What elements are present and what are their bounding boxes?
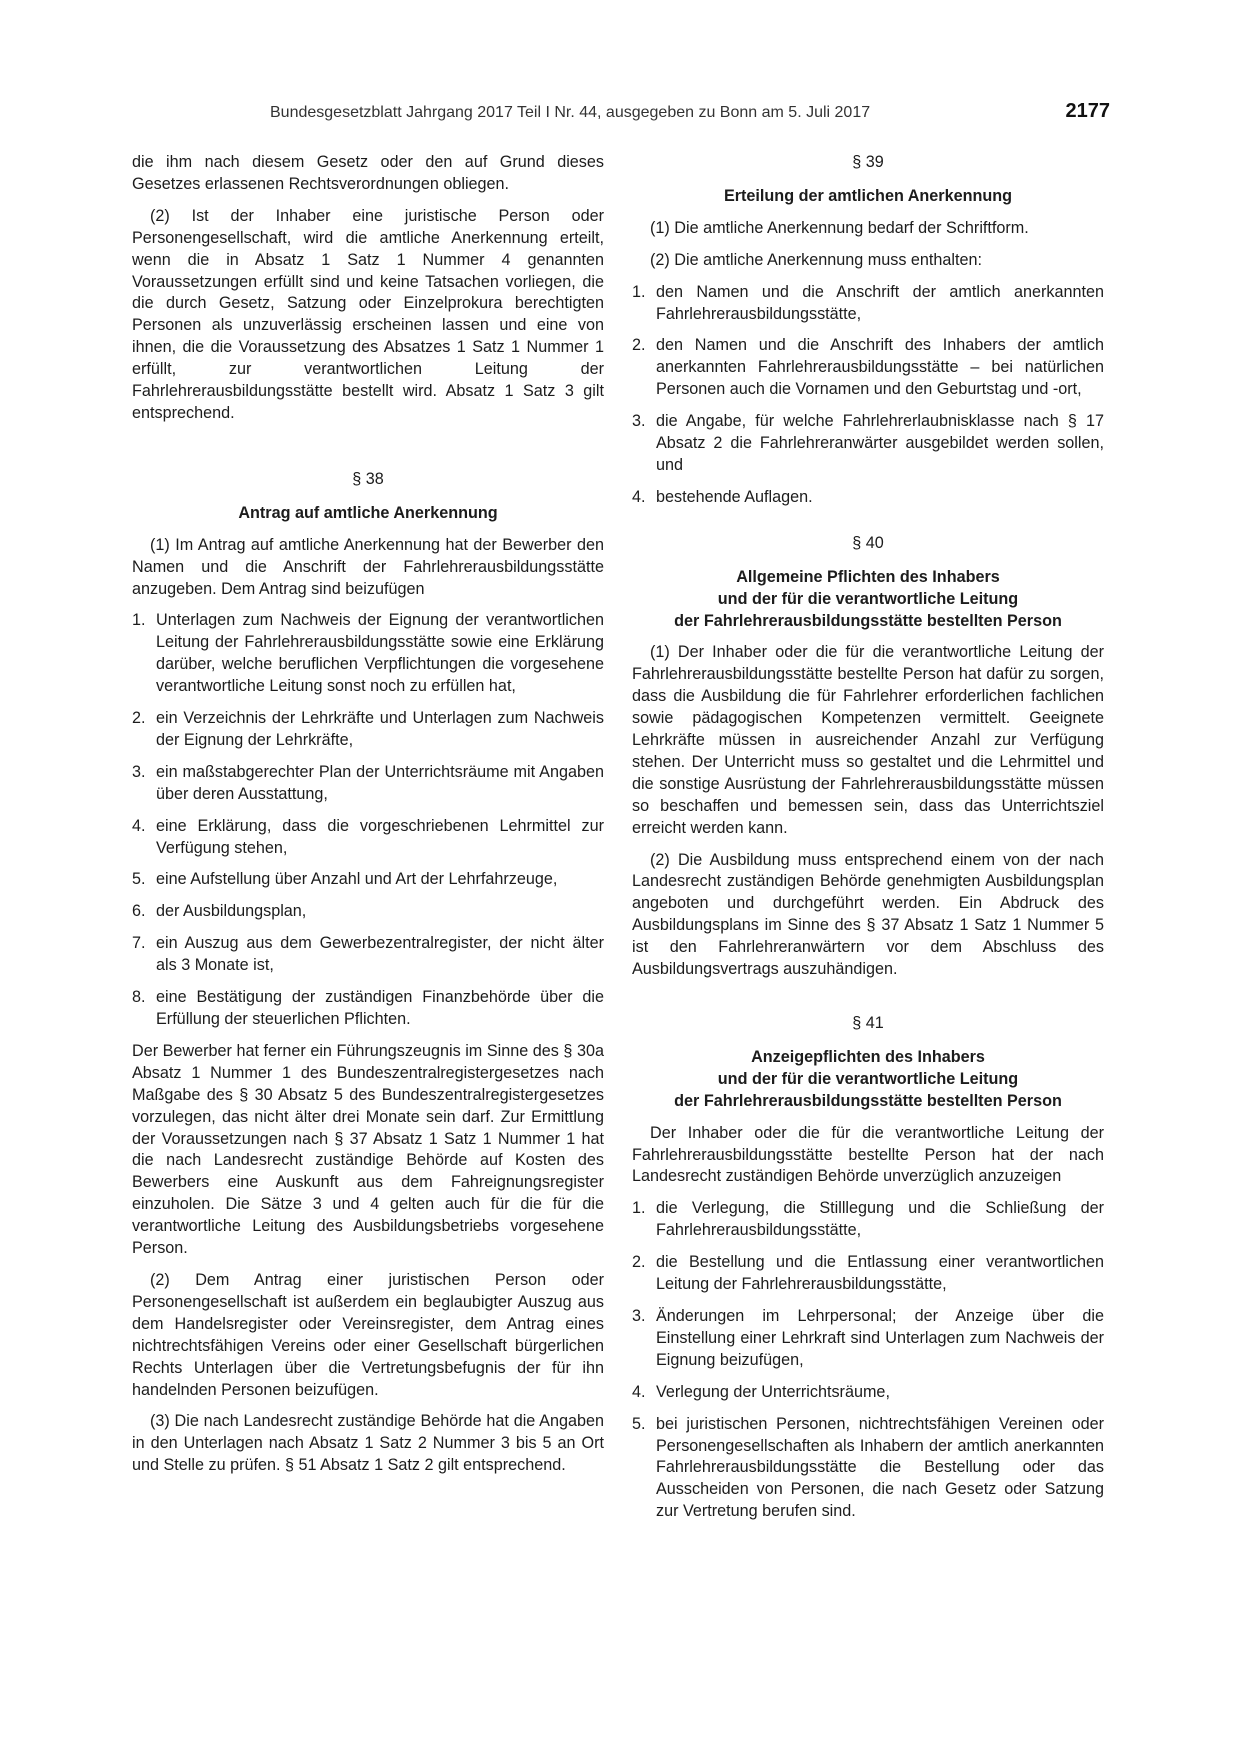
list-item-text: Unterlagen zum Nachweis der Eignung der verantwortlichen Leitung der Fahrlehrerausbildungsstätte sowie eine Erklärung darüber, welche beruflichen Verpflichtungen die vorgesehene verantwortliche Leitung sonst noch zu erfüllen hat, [156, 611, 604, 696]
section-heading-line: und der für die verantwortliche Leitung [717, 1069, 1019, 1088]
list-item [132, 933, 604, 977]
list-item [632, 1382, 1104, 1404]
list-item-text: bestehende Auflagen. [656, 487, 813, 506]
page-header [270, 100, 1110, 126]
list-item [632, 411, 1104, 477]
paragraph: (1) Der Inhaber oder die für die verantwortliche Leitung der Fahrlehrerausbildungsstätte bestellte Person hat dafür zu sorgen, dass die Ausbildung die für Fahrlehrer erforderlichen fachlichen sowie pädagogischen Kompetenzen vermittelt. Geeignete Lehrkräfte müssen in ausreichender Anzahl zur Verfügung stehen. Der Unterricht muss so gestaltet und die Lehrmittel und die sonstige Ausrüstung der Fahrlehrerausbildungsstätte müssen so beschaffen und bemessen sein, dass das Unterrichtsziel erreicht werden kann. [632, 643, 1104, 837]
section-heading-line: Anzeigepflichten des Inhabers [751, 1047, 985, 1066]
list-item-number: 1. [632, 1199, 646, 1218]
list-item-number: 2. [132, 709, 146, 728]
list-item-text: den Namen und die Anschrift des Inhabers der amtlich anerkannten Fahrlehrerausbildungsstätte – bei natürlichen Personen auch die Vornamen und den Geburtstag und -ort, [656, 336, 1104, 399]
list-item-number: 1. [132, 611, 146, 630]
list-item [132, 901, 604, 923]
running-header-title: Bundesgesetzblatt Jahrgang 2017 Teil I Nr. 44, ausgegeben zu Bonn am 5. Juli 2017 [270, 104, 871, 121]
section-39-list [632, 282, 1104, 509]
list-item-number: 4. [132, 816, 146, 835]
list-item-number: 2. [632, 1253, 646, 1272]
list-item-text: bei juristischen Personen, nichtrechtsfähigen Vereinen oder Personengesellschaften als Inhabern der amtlich anerkannten Fahrlehrerausbildungsstätte die Bestellung oder das Ausscheiden von Personen, die nach Gesetz oder Satzung zur Vertretung berufen sind. [656, 1414, 1104, 1521]
list-item-number: 3. [132, 762, 146, 781]
list-item-text: eine Erklärung, dass die vorgeschriebenen Lehrmittel zur Verfügung stehen, [156, 816, 604, 857]
list-item-number: 8. [132, 988, 146, 1007]
list-item-number: 5. [132, 870, 146, 889]
list-item-number: 6. [132, 902, 146, 921]
list-item-text: den Namen und die Anschrift der amtlich anerkannten Fahrlehrerausbildungsstätte, [656, 282, 1104, 323]
right-column [632, 152, 1104, 1533]
list-item-text: Verlegung der Unterrichtsräume, [656, 1382, 890, 1401]
list-item-text: ein Auszug aus dem Gewerbezentralregister, der nicht älter als 3 Monate ist, [156, 934, 604, 975]
continued-paragraph: die ihm nach diesem Gesetz oder den auf Grund dieses Gesetzes erlassenen Rechtsverordnungen obliegen. [132, 153, 604, 193]
section-heading-line: Allgemeine Pflichten des Inhabers [736, 567, 1000, 586]
section-heading-line: der Fahrlehrerausbildungsstätte bestellten Person [674, 1091, 1062, 1110]
list-item-number: 7. [132, 934, 146, 953]
list-item [632, 1252, 1104, 1296]
list-item [632, 282, 1104, 326]
paragraph: (1) Im Antrag auf amtliche Anerkennung hat der Bewerber den Namen und die Anschrift der Fahrlehrerausbildungsstätte anzugeben. Dem Antrag sind beizufügen [132, 535, 604, 598]
list-item [632, 1414, 1104, 1524]
section-heading-line: der Fahrlehrerausbildungsstätte bestellten Person [674, 611, 1062, 630]
paragraph: (1) Die amtliche Anerkennung bedarf der Schriftform. [650, 218, 1029, 237]
list-item [632, 487, 1104, 509]
paragraph: (2) Die amtliche Anerkennung muss enthalten: [650, 250, 983, 269]
section-heading-38: Antrag auf amtliche Anerkennung [238, 503, 498, 522]
list-item-text: ein Verzeichnis der Lehrkräfte und Unterlagen zum Nachweis der Eignung der Lehrkräfte, [156, 709, 604, 749]
list-item [632, 1306, 1104, 1372]
list-item [132, 816, 604, 860]
section-41-list [632, 1198, 1104, 1523]
list-item-number: 4. [632, 487, 646, 506]
list-item-number: 5. [632, 1414, 646, 1433]
list-item [632, 335, 1104, 401]
list-item [132, 610, 604, 698]
paragraph: (2) Ist der Inhaber eine juristische Person oder Personengesellschaft, wird die amtliche Anerkennung erteilt, wenn die in Absatz 1 Satz 1 Nummer 4 genannten Voraussetzungen erfüllt sind und keine Tatsachen vorliegen, die die durch Gesetz, Satzung oder Einzelprokura berechtigten Personen als unzuverlässig erscheinen lassen und eine von ihnen, die die Voraussetzung des Absatzes 1 Satz 1 Nummer 1 erfüllt, zur verantwortlichen Leitung der Fahrlehrerausbildungsstätte bestellt wird. Absatz 1 Satz 3 gilt entsprechend. [132, 206, 604, 422]
section-heading-line: und der für die verantwortliche Leitung [717, 589, 1019, 608]
page-number: 2177 [1065, 100, 1110, 122]
section-heading-40 [632, 567, 1104, 633]
list-item [632, 1198, 1104, 1242]
list-item-number: 4. [632, 1382, 646, 1401]
list-item-number: 3. [632, 1306, 646, 1325]
section-number-40: § 40 [852, 533, 884, 552]
paragraph: Der Inhaber oder die für die verantwortliche Leitung der Fahrlehrerausbildungsstätte bestellte Person hat der nach Landesrecht zuständigen Behörde unverzüglich anzuzeigen [632, 1123, 1104, 1186]
list-item-number: 3. [632, 412, 646, 431]
section-heading-39: Erteilung der amtlichen Anerkennung [723, 186, 1013, 205]
list-item-text: die Angabe, für welche Fahrlehrerlaubnisklasse nach § 17 Absatz 2 die Fahrlehreranwärter ausgebildet werden sollen, und [656, 412, 1104, 474]
list-item [132, 869, 604, 891]
section-heading-41 [632, 1047, 1104, 1113]
paragraph: (2) Die Ausbildung muss entsprechend einem von der nach Landesrecht zuständigen Behörde genehmigten Ausbildungsplan angeboten und durchgeführt werden. Ein Abdruck des Ausbildungsplans im Sinne des § 37 Absatz 1 Satz 1 Nummer 5 ist den Fahrlehreranwärtern vor dem Abschluss des Ausbildungsvertrags auszuhändigen. [632, 850, 1104, 979]
section-number-41: § 41 [852, 1014, 884, 1032]
list-item-text: die Bestellung und die Entlassung einer verantwortlichen Leitung der Fahrlehrerausbildungsstätte, [656, 1253, 1104, 1294]
list-item-number: 2. [632, 336, 646, 355]
section-number-38: § 38 [352, 469, 384, 488]
paragraph: (2) Dem Antrag einer juristischen Person oder Personengesellschaft ist außerdem ein beglaubigter Auszug aus dem Handelsregister oder Vereinsregister, dem Antrag eines nichtrechtsfähigen Vereins oder einer Gesellschaft bürgerlichen Rechts Unterlagen über die Vertretungsbefugnis der für ihn handelnden Personen beizufügen. [132, 1270, 604, 1399]
list-item-text: eine Bestätigung der zuständigen Finanzbehörde über die Erfüllung der steuerlichen Pflichten. [156, 988, 604, 1028]
list-item-number: 1. [632, 282, 646, 301]
section-number-39: § 39 [852, 153, 884, 171]
list-item-text: Änderungen im Lehrpersonal; der Anzeige über die Einstellung einer Lehrkraft sind Unterlagen zum Nachweis der Eignung beizufügen, [656, 1306, 1104, 1369]
list-item-text: eine Aufstellung über Anzahl und Art der Lehrfahrzeuge, [156, 870, 558, 889]
list-item-text: ein maßstabgerechter Plan der Unterrichtsräume mit Angaben über deren Ausstattung, [156, 762, 604, 803]
left-column [132, 152, 604, 1487]
list-item [132, 708, 604, 752]
list-item [132, 987, 604, 1031]
list-item-text: die Verlegung, die Stilllegung und die Schließung der Fahrlehrerausbildungsstätte, [656, 1199, 1104, 1240]
section-38-list [132, 610, 604, 1031]
list-item-text: der Ausbildungsplan, [156, 902, 307, 921]
paragraph: Der Bewerber hat ferner ein Führungszeugnis im Sinne des § 30a Absatz 1 Nummer 1 des Bundeszentralregistergesetzes nach Maßgabe des § 30 Absatz 5 des Bundeszentralregistergesetzes vorzulegen, das nicht älter drei Monate sein darf. Zur Ermittlung der Voraussetzungen nach § 37 Absatz 1 Satz 1 Nummer 1 hat die nach Landesrecht zuständige Behörde auf Kosten des Bewerbers eine Auskunft aus dem Fahreignungsregister einzuholen. Die Sätze 3 und 4 gelten auch für die für die verantwortliche Leitung des Ausbildungsbetriebs vorgesehene Person. [132, 1041, 604, 1258]
list-item [132, 762, 604, 806]
paragraph: (3) Die nach Landesrecht zuständige Behörde hat die Angaben in den Unterlagen nach Absatz 1 Satz 2 Nummer 3 bis 5 an Ort und Stelle zu prüfen. § 51 Absatz 1 Satz 2 gilt entsprechend. [132, 1412, 604, 1475]
